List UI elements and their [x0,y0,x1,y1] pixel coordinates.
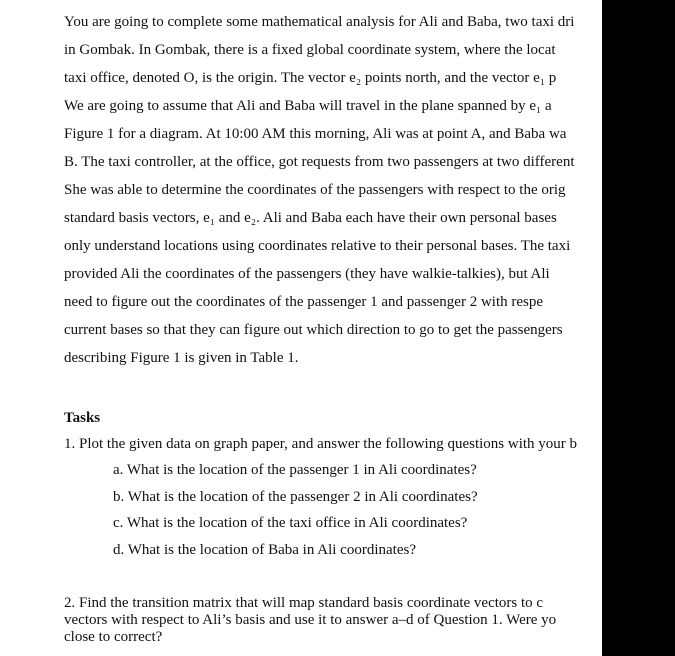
paragraph-line-13: describing Figure 1 is given in Table 1. [64,350,299,366]
question-1b: b. What is the location of the passenger 2 in Ali coordinates? [113,489,478,505]
paragraph-line-1: You are going to complete some mathematical analysis for Ali and Baba, two taxi dri [64,14,575,30]
paragraph-line-5: Figure 1 for a diagram. At 10:00 AM this morning, Ali was at point A, and Baba wa [64,126,567,142]
paragraph-line-8: standard basis vectors, e₁ and e₂. Ali and Baba each have their own personal bases [64,210,557,226]
paragraph-line-10: provided Ali the coordinates of the passengers (they have walkie-talkies), but Ali [64,266,550,282]
question-2-line-2: vectors with respect to Ali’s basis and use it to answer a–d of Question 1. Were yo [64,612,557,628]
question-2-line-3: close to correct? [64,629,163,645]
paragraph-line-9: only understand locations using coordinates relative to their personal bases. The taxi [64,238,571,254]
paragraph-line-12: current bases so that they can figure out which direction to go to get the passengers [64,322,563,338]
question-2-line-1: 2. Find the transition matrix that will map standard basis coordinate vectors to c [64,595,544,611]
question-1-intro: 1. Plot the given data on graph paper, and answer the following questions with your b [64,436,578,452]
paragraph-line-11: need to figure out the coordinates of the passenger 1 and passenger 2 with respe [64,294,544,310]
question-1d: d. What is the location of Baba in Ali coordinates? [113,542,416,558]
paragraph-line-6: B. The taxi controller, at the office, got requests from two passengers at two different [64,154,575,170]
paragraph-line-2: in Gombak. In Gombak, there is a fixed global coordinate system, where the locat [64,42,556,58]
paragraph-line-7: She was able to determine the coordinates of the passengers with respect to the orig [64,182,566,198]
question-1c: c. What is the location of the taxi office in Ali coordinates? [113,515,468,531]
question-1a: a. What is the location of the passenger 1 in Ali coordinates? [113,462,477,478]
tasks-heading: Tasks [64,410,101,426]
right-edge-black-bar [602,0,675,656]
paragraph-line-4: We are going to assume that Ali and Baba will travel in the plane spanned by e₁ a [64,98,552,114]
paragraph-line-3: taxi office, denoted O, is the origin. The vector e₂ points north, and the vector e₁ p [64,70,557,86]
